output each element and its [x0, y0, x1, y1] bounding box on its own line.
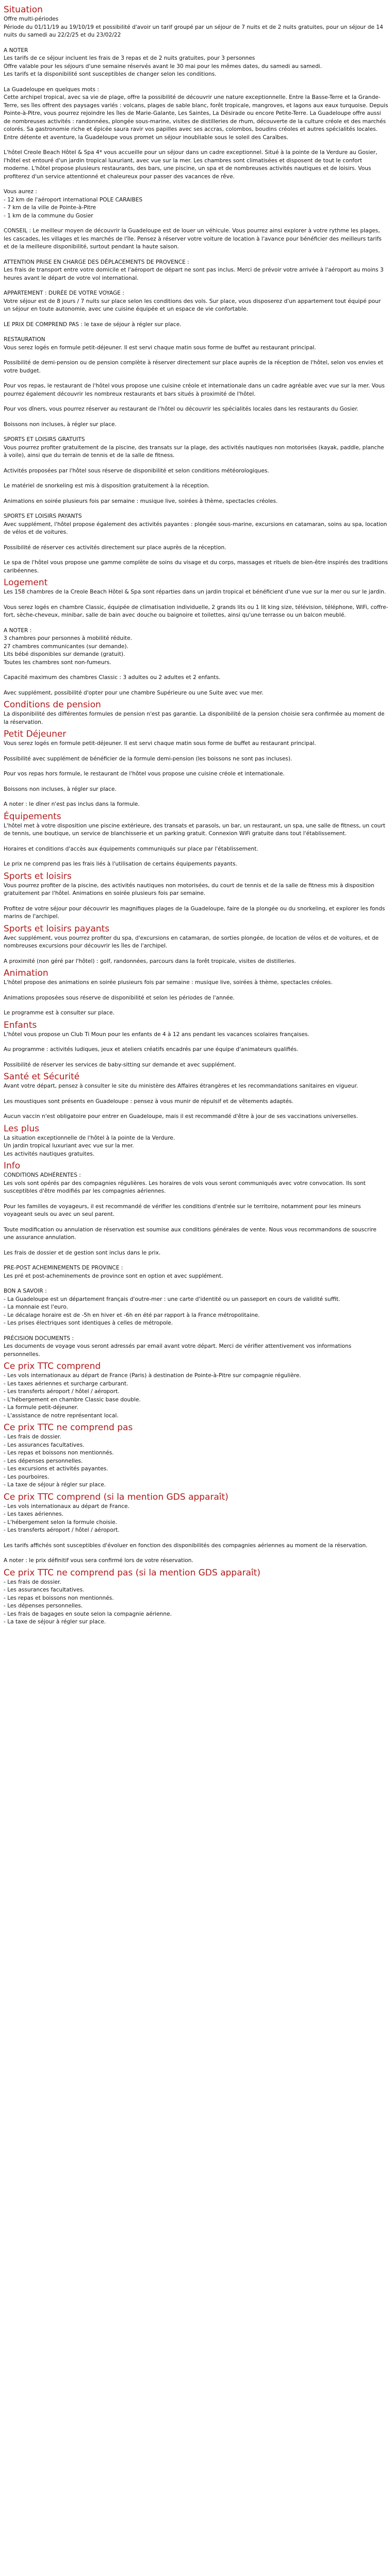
section-paragraph: Boissons non incluses, à régler sur place. — [4, 421, 117, 428]
section-paragraph: Le programme est à consulter sur place. — [4, 1010, 115, 1016]
section-paragraph: Boissons non incluses, à régler sur place. — [4, 786, 117, 792]
section — [4, 1567, 388, 1626]
section-paragraph: La situation exceptionnelle de l'hôtel à la pointe de la Verdure. Un jardin tropical luxuriant avec vue sur la mer. Les activités nautiques gratuites. — [4, 1134, 175, 1157]
section-paragraph: Les moustiques sont présents en Guadeloupe : pensez à vous munir de répulsif et de vêtements adaptés. — [4, 1098, 294, 1105]
section-paragraph: Avec supplément, vous pourrez profiter du spa, d'excursions en catamaran, de sorties plongée, de location de vélos et de voitures, et de nombreuses excursions pour découvrir les îles de l'archipel. — [4, 935, 379, 949]
section-title: Les plus — [4, 1123, 40, 1134]
section-paragraph: SPORTS ET LOISIRS PAYANTS Avec supplément, l'hôtel propose également des activités payantes : plongée sous-marine, excursions en catamaran, soins au spa, location de vélos et de voitures. — [4, 513, 387, 535]
section-paragraph: APPARTEMENT : DURÉE DE VOTRE VOYAGE : Votre séjour est de 8 jours / 7 nuits sur place selon les conditions des vols. Sur place, vous disposerez d'un appartement tout équipé pour un séjour en toute autonomie, avec une cuisine équipée et un espace de vie confortable. — [4, 290, 381, 312]
section-paragraph: Toute modification ou annulation de réservation est soumise aux conditions générales de vente. Nous vous recommandons de souscrire une assurance annulation. — [4, 1226, 377, 1241]
section-paragraph: Vous serez logés en formule petit-déjeuner. Il est servi chaque matin sous forme de buffet au restaurant principal. — [4, 740, 316, 747]
section-paragraph: Vous aurez : - 12 km de l'aéroport international POLE CARAIBES - 7 km de la ville de Pointe-à-Pitre - 1 km de la commune du Gosier — [4, 189, 143, 219]
section-paragraph: Avant votre départ, pensez à consulter le site du ministère des Affaires étrangères et les recommandations sanitaires en vigueur. — [4, 1083, 359, 1089]
section-paragraph: Animations en soirée plusieurs fois par semaine : musique live, soirées à thème, spectacles créoles. — [4, 498, 278, 504]
section-paragraph: Activités proposées par l'hôtel sous réserve de disponibilité et selon conditions météorologiques. — [4, 467, 269, 474]
section-paragraph: Capacité maximum des chambres Classic : 3 adultes ou 2 adultes et 2 enfants. — [4, 674, 221, 681]
section-title: Ce prix TTC comprend (si la mention GDS apparaît) — [4, 1492, 229, 1502]
section-paragraph: Aucun vaccin n'est obligatoire pour entrer en Guadeloupe, mais il est recommandé d'être à jour de ses vaccinations universelles. — [4, 1113, 358, 1120]
section-title: Équipements — [4, 811, 61, 822]
section-paragraph: - Les frais de dossier. - Les assurances facultatives. - Les repas et boissons non mentionnés. - Les dépenses personnelles. - Les frais de bagages en soute selon la compagnie aérienne. - La taxe de séjour à régler sur place. — [4, 1579, 172, 1625]
section-title: Info — [4, 1161, 21, 1171]
section-paragraph: Possibilité de réserver les services de baby-sitting sur demande et avec supplément. — [4, 1061, 236, 1068]
section-paragraph: BON A SAVOIR : - La Guadeloupe est un département français d'outre-mer : une carte d'identité ou un passeport en cours de validité suffit. - La monnaie est l'euro. - Le décalage horaire est de -5h en hiver et -6h en été par rapport à la France métropolitaine. - Les prises électriques sont identiques à celles de métropole. — [4, 1288, 340, 1326]
section-paragraph: Horaires et conditions d'accès aux équipements communiqués sur place par l'établissement. — [4, 845, 258, 852]
section — [4, 1422, 388, 1489]
section-paragraph: Possibilité de réserver ces activités directement sur place auprès de la réception. — [4, 544, 226, 551]
section-title: Conditions de pension — [4, 700, 101, 710]
section — [4, 1123, 388, 1159]
section — [4, 1492, 388, 1565]
section — [4, 1071, 388, 1121]
section — [4, 577, 388, 697]
section — [4, 923, 388, 966]
section-paragraph: Offre multi-périodes Période du 01/11/19 au 19/10/19 et possibilité d'avoir un tarif groupé par un séjour de 7 nuits et de 2 nuits gratuites, pour un séjour de 14 nuits du samedi au 22/2/25 et du 23/02/22 — [4, 16, 383, 38]
section-paragraph: PRÉCISION DOCUMENTS : Les documents de voyage vous seront adressés par email avant votre départ. Merci de vérifier attentivement vos informations personnelles. — [4, 1335, 352, 1358]
section-paragraph: L'hôtel Creole Beach Hôtel & Spa 4* vous accueille pour un séjour dans un cadre exceptionnel. Situé à la pointe de la Verdure au Gosier, l'hôtel est entouré d'un jardin tropical luxuriant, avec vue sur la mer. Les chambres sont climatisées et disposent de tout le confort moderne. L'hôtel propose plusieurs restaurants, des bars, une piscine, un spa et de nombreuses activités nautiques et de loisirs. Vous profiterez d'un service attentionné et chaleureux pour passer des vacances de rêve. — [4, 149, 378, 180]
section — [4, 728, 388, 809]
section-paragraph: Au programme : activités ludiques, jeux et ateliers créatifs encadrés par une équipe d'animateurs qualifiés. — [4, 1046, 299, 1053]
section-paragraph: A noter : le dîner n'est pas inclus dans la formule. — [4, 801, 140, 807]
section-paragraph: Pour les familles de voyageurs, il est recommandé de vérifier les conditions d'entrée sur le territoire, notamment pour les mineurs voyageant seuls ou avec un seul parent. — [4, 1203, 361, 1217]
section-paragraph: Vous pourrez profiter de la piscine, des activités nautiques non motorisées, du court de tennis et de la salle de fitness mis à disposition gratuitement par l'hôtel. Animations en soirée plusieurs fois par semaine. — [4, 882, 374, 896]
section — [4, 4, 388, 575]
section-title: Ce prix TTC comprend — [4, 1361, 101, 1371]
section — [4, 699, 388, 726]
section-paragraph: Animations proposées sous réserve de disponibilité et selon les périodes de l'année. — [4, 994, 235, 1001]
section-title: Sports et loisirs — [4, 871, 72, 882]
section-paragraph: Avec supplément, possibilité d'opter pour une chambre Supérieure ou une Suite avec vue mer. — [4, 689, 264, 696]
section-paragraph: Pour vos repas, le restaurant de l'hôtel vous propose une cuisine créole et internationale dans un cadre agréable avec vue sur la mer. Vous pourrez également découvrir les nombreux restaurants et bars situés à proximité de l'hôtel. — [4, 383, 385, 397]
section-title: Situation — [4, 5, 43, 15]
section-paragraph: - Les vols internationaux au départ de France (Paris) à destination de Pointe-à-Pitre sur compagnie régulière. - Les taxes aériennes et surcharge carburant. - Les transferts aéroport / hôtel / aéroport. - L'hébergement en chambre Classic base double. - La formule petit-déjeuner. - L'assistance de notre représentant local. — [4, 1372, 301, 1419]
section-paragraph: L'hôtel vous propose un Club Ti Moun pour les enfants de 4 à 12 ans pendant les vacances scolaires françaises. — [4, 1031, 309, 1038]
section-title: Sports et loisirs payants — [4, 923, 110, 934]
section-title: Petit Déjeuner — [4, 729, 67, 739]
section — [4, 871, 388, 921]
section-paragraph: Pour vos dîners, vous pourrez réserver au restaurant de l'hôtel ou découvrir les spécialités locales dans les restaurants du Gosier. — [4, 406, 359, 412]
section-paragraph: Le prix ne comprend pas les frais liés à l'utilisation de certains équipements payants. — [4, 861, 237, 867]
section — [4, 968, 388, 1018]
section — [4, 1020, 388, 1070]
section-paragraph: CONSEIL : Le meilleur moyen de découvrir la Guadeloupe est de louer un véhicule. Vous pourrez ainsi explorer à votre rythme les plages, les cascades, les villages et les marchés de l'île. Pensez à réserver votre voiture de location à l'avance pour bénéficier des meilleurs tarifs et de la meilleure disponibilité, surtout pendant la haute saison. — [4, 228, 382, 250]
section-paragraph: PRE-POST ACHEMINEMENTS DE PROVINCE : Les pré et post-acheminements de province sont en option et avec supplément. — [4, 1265, 223, 1279]
section-title: Ce prix TTC ne comprend pas — [4, 1422, 133, 1433]
section — [4, 1160, 388, 1359]
section-paragraph: Vous serez logés en chambre Classic, équipée de climatisation individuelle, 2 grands lits ou 1 lit king size, télévision, téléphone, WiFi, coffre-fort, sèche-cheveux, minibar, salle de bain avec douche ou baignoire et toilettes, ainsi qu'une terrasse ou un balcon meublé. — [4, 604, 388, 618]
section-paragraph: Le matériel de snorkeling est mis à disposition gratuitement à la réception. — [4, 483, 210, 489]
section-paragraph: SPORTS ET LOISIRS GRATUITS Vous pourrez profiter gratuitement de la piscine, des transats sur la plage, des activités nautiques non motorisées (kayak, paddle, planche à voile), ainsi que du terrain de tennis et de la salle de fitness. — [4, 436, 384, 459]
section-paragraph: CONDITIONS ADHÉRENTES : Les vols sont opérés par des compagnies régulières. Les horaires de vols vous seront communiqués avec votre convocation. Ils sont susceptibles d'être modifiés par les compagnies aériennes. — [4, 1172, 366, 1194]
section-paragraph: A noter : le prix définitif vous sera confirmé lors de votre réservation. — [4, 1557, 193, 1564]
section-title: Santé et Sécurité — [4, 1072, 80, 1082]
section-paragraph: L'hôtel met à votre disposition une piscine extérieure, des transats et parasols, un bar, un restaurant, un spa, une salle de fitness, un court de tennis, une boutique, un service de blanchisserie et un parking gratuit. Connexion WiFi gratuite dans tout l'établissement. — [4, 822, 385, 837]
section-paragraph: A NOTER : 3 chambres pour personnes à mobilité réduite. 27 chambres communicantes (sur demande). Lits bébé disponibles sur demande (gratuit). Toutes les chambres sont non-fumeurs. — [4, 627, 133, 666]
section-paragraph: La disponibilité des différentes formules de pension n'est pas garantie. La disponibilité de la pension choisie sera confirmée au moment de la réservation. — [4, 711, 385, 725]
section-paragraph: Les frais de dossier et de gestion sont inclus dans le prix. — [4, 1249, 161, 1256]
section-paragraph: Les tarifs affichés sont susceptibles d'évoluer en fonction des disponibilités des compagnies aériennes au moment de la réservation. — [4, 1542, 368, 1549]
section-paragraph: Possibilité de demi-pension ou de pension complète à réserver directement sur place auprès de la réception de l'hôtel, selon vos envies et votre budget. — [4, 360, 384, 374]
section-paragraph: RESTAURATION Vous serez logés en formule petit-déjeuner. Il est servi chaque matin sous forme de buffet au restaurant principal. — [4, 336, 316, 351]
section-paragraph: Le spa de l'hôtel vous propose une gamme complète de soins du visage et du corps, massages et rituels de bien-être inspirés des traditions caribéennes. — [4, 560, 388, 574]
section-paragraph: - Les vols internationaux au départ de France. - Les taxes aériennes. - L'hébergement selon la formule choisie. - Les transferts aéroport / hôtel / aéroport. — [4, 1503, 129, 1533]
section-title: Enfants — [4, 1020, 37, 1030]
section-title: Logement — [4, 578, 48, 588]
section-paragraph: Pour vos repas hors formule, le restaurant de l'hôtel vous propose une cuisine créole et internationale. — [4, 771, 285, 777]
section — [4, 811, 388, 869]
section-paragraph: Les 158 chambres de la Creole Beach Hôtel & Spa sont réparties dans un jardin tropical et bénéficient d'une vue sur la mer ou sur le jardin. — [4, 589, 386, 595]
section-paragraph: Profitez de votre séjour pour découvrir les magnifiques plages de la Guadeloupe, faire de la plongée ou du snorkeling, et explorer les fonds marins de l'archipel. — [4, 905, 385, 920]
section — [4, 1361, 388, 1420]
section-paragraph: L'hôtel propose des animations en soirée plusieurs fois par semaine : musique live, soirées à thème, spectacles créoles. — [4, 979, 333, 986]
section-title: Ce prix TTC ne comprend pas (si la mention GDS apparaît) — [4, 1567, 260, 1578]
section-paragraph: LE PRIX DE COMPREND PAS : le taxe de séjour à régler sur place. — [4, 321, 182, 328]
section-paragraph: La Guadeloupe en quelques mots : Cette archipel tropical, avec sa vie de plage, offre la possibilité de découvrir une nature exceptionnelle. Entre la Basse-Terre et la Grande-Terre, ses îles offrent des paysages variés : volcans, plages de sable blanc, forêt tropicale, mangroves, et lagons aux eaux turquoise. Depuis Pointe-à-Pitre, vous pourrez rejoindre les îles de Marie-Galante, Les Saintes, La Désirade ou encore Petite-Terre. La Guadeloupe offre aussi de nombreuses activités : randonnées, plongée sous-marine, visites de distilleries de rhum, découverte de la culture créole et des marchés colorés. Sa gastronomie riche et épicée saura ravir vos papilles avec ses accras, colombos, boudins créoles et autres spécialités locales. Entre détente et aventure, la Guadeloupe vous promet un séjour inoubliable sous le soleil des Caraïbes. — [4, 86, 388, 141]
section-paragraph: A proximité (non géré par l'hôtel) : golf, randonnées, parcours dans la forêt tropicale, visites de distilleries. — [4, 958, 296, 964]
section-paragraph: Possibilité avec supplément de bénéficier de la formule demi-pension (les boissons ne sont pas incluses). — [4, 755, 292, 762]
section-paragraph: ATTENTION PRISE EN CHARGE DES DÉPLACEMENTS DE PROVENCE : Les frais de transport entre votre domicile et l'aéroport de départ ne sont pas inclus. Merci de prévoir votre arrivée à l'aéroport au moins 3 heures avant le départ de votre vol international. — [4, 259, 384, 281]
section-title: Animation — [4, 968, 48, 978]
section-paragraph: - Les frais de dossier. - Les assurances facultatives. - Les repas et boissons non mentionnés. - Les dépenses personnelles. - Les excursions et activités payantes. - Les pourboires. - La taxe de séjour à régler sur place. — [4, 1434, 114, 1488]
section-paragraph: A NOTER Les tarifs de ce séjour incluent les frais de 3 repas et de 2 nuits gratuites, pour 3 personnes Offre valable pour les séjours d'une semaine réservés avant le 30 mai pour les mêmes dates, du samedi au samedi. Les tarifs et la disponibilité sont susceptibles de changer selon les conditions. — [4, 47, 322, 77]
